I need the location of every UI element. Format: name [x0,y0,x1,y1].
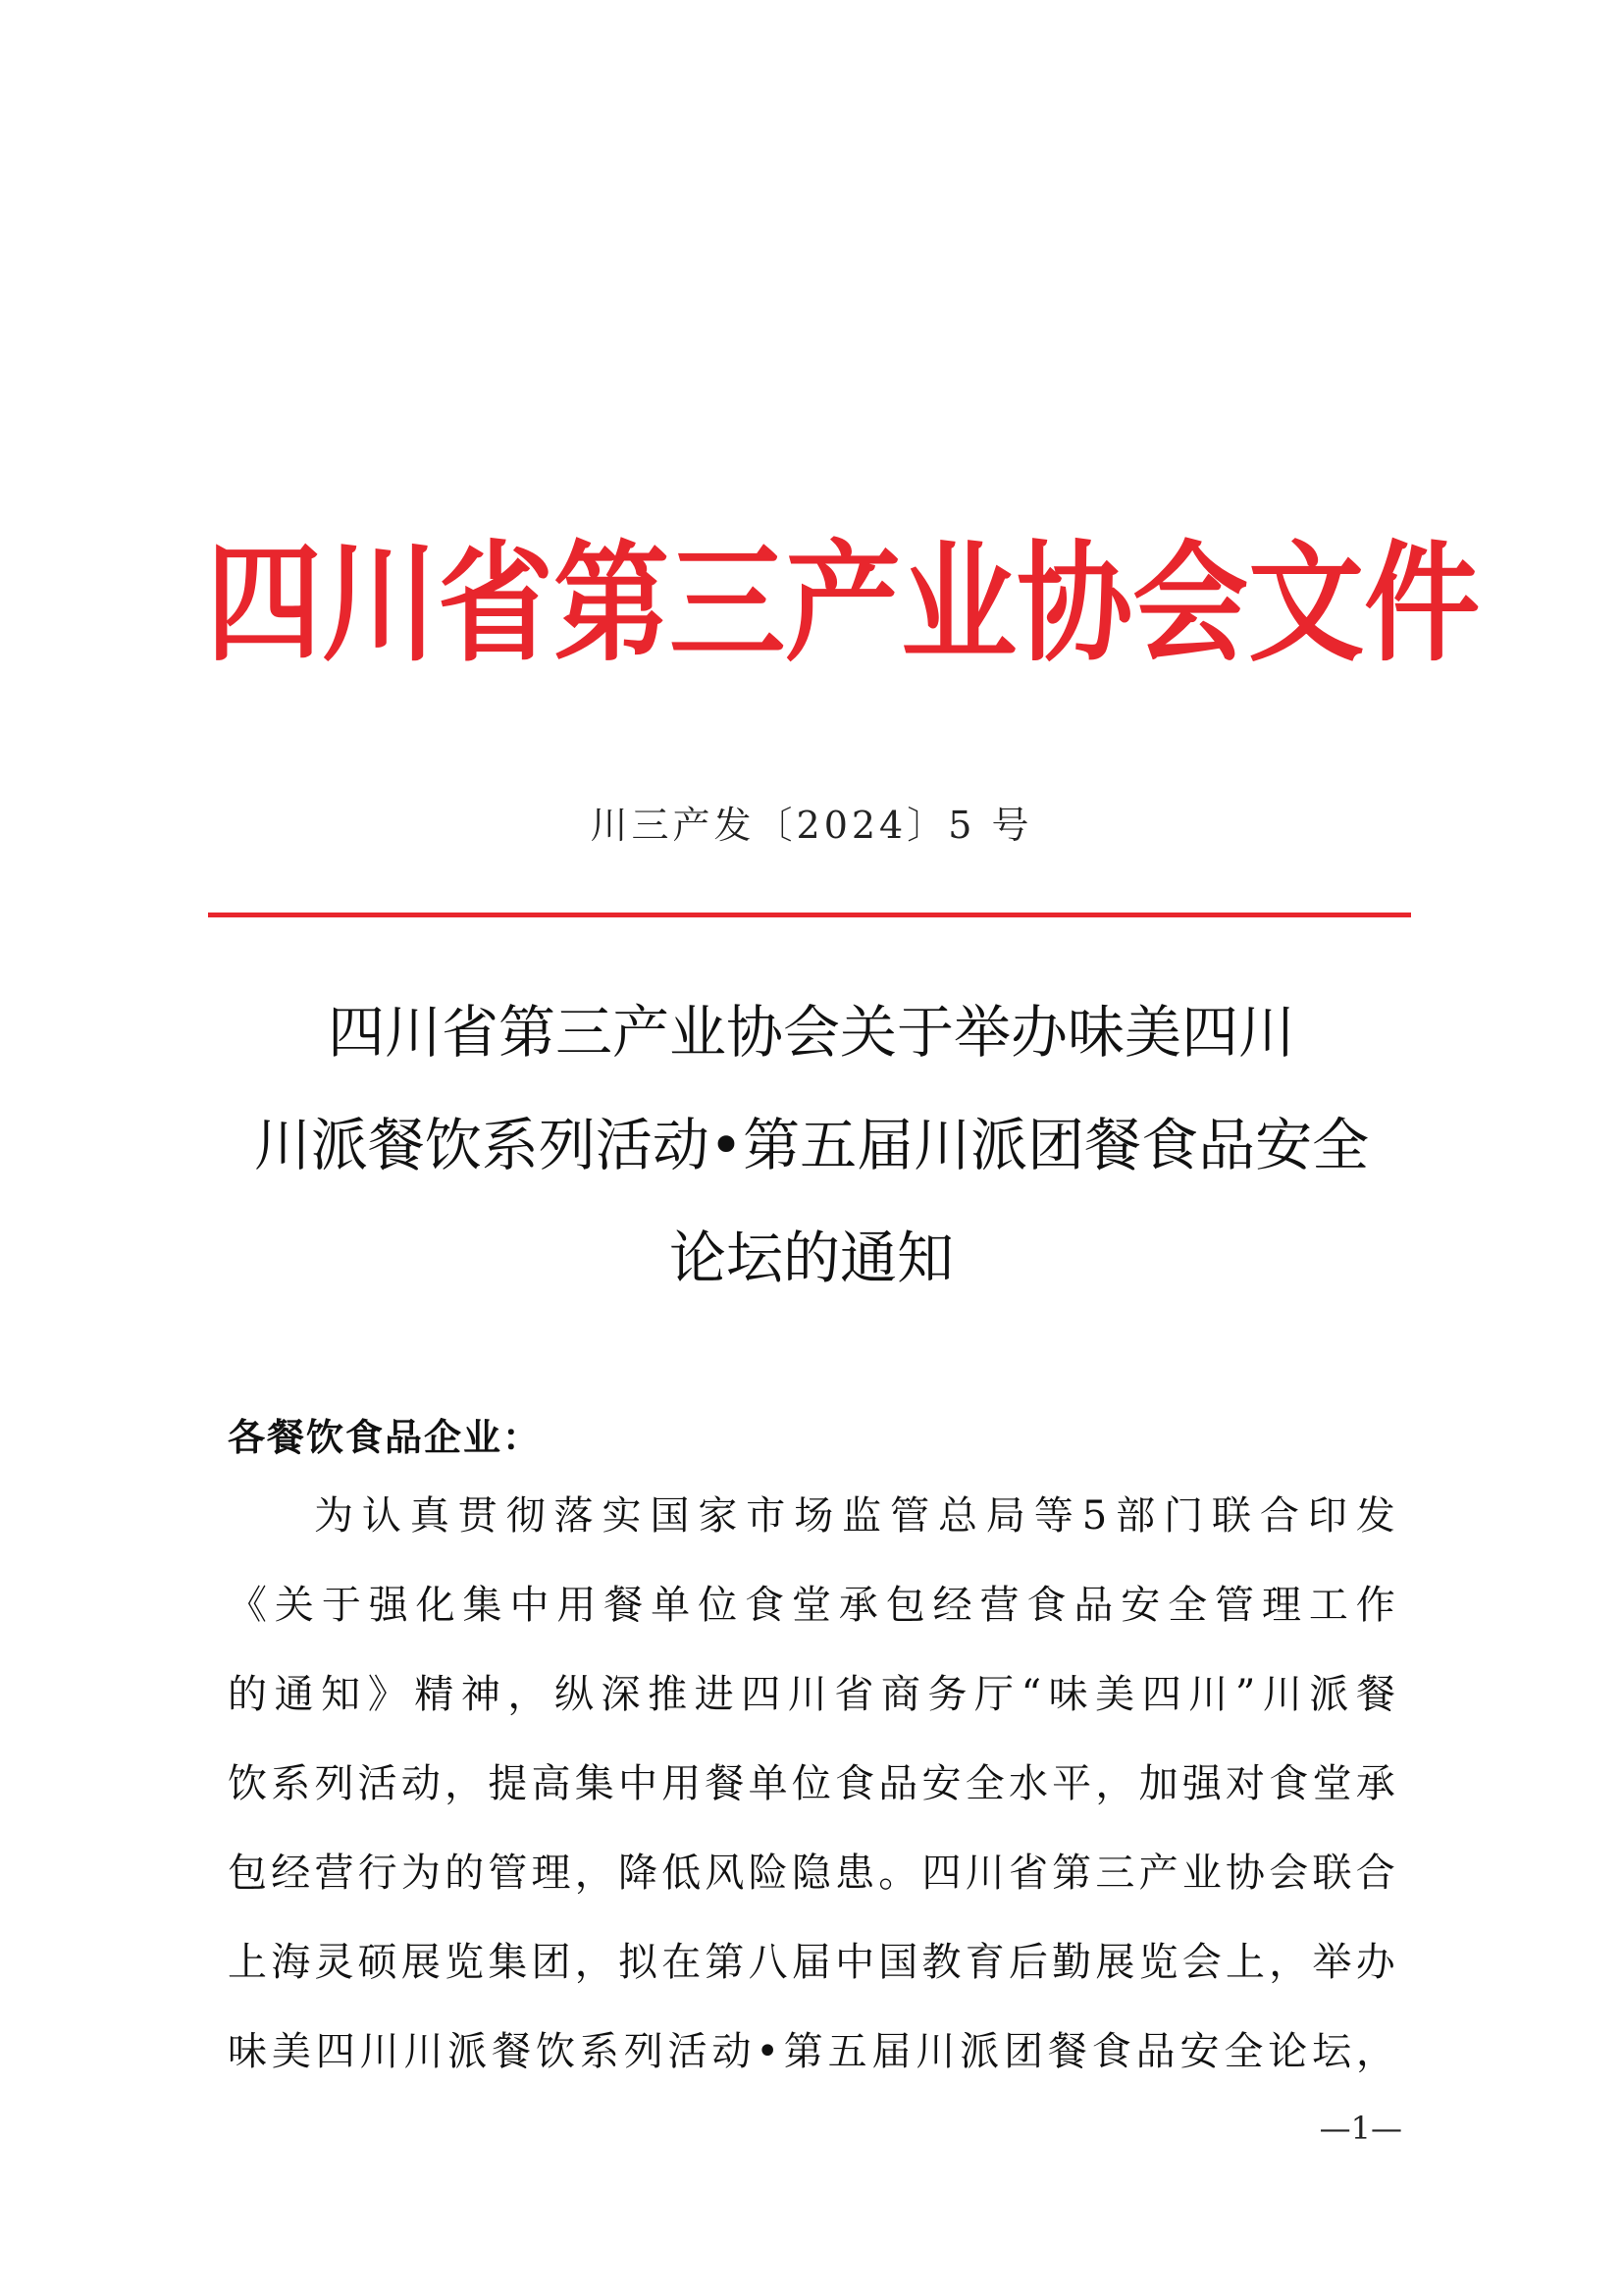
header-char: 第 [553,526,670,680]
paragraph-line: 包 经 营 行 为 的 管 理 ， 降 低 风 险 隐 患 。 四 川 省 第 三 产 业 协 会 联 合 [228,1851,1395,1896]
notice-title-line: 论坛的通知 [668,1225,954,1291]
header-char: 件 [1364,526,1481,680]
notice-title-line: 四川省第三产业协会关于举办味美四川 [327,999,1295,1066]
paragraph-line: 的 通 知 》 精 神 ， 纵 深 推 进 四 川 省 商 务 厅 “ 味 美 四 川 ” 川 派 餐 [228,1672,1395,1717]
header-char: 三 [669,526,786,680]
paragraph-line: 为 认 真 贯 彻 落 实 国 家 市 场 监 管 总 局 等 5 部 门 联 合 印 发 [314,1493,1395,1539]
paragraph-line: 上 海 灵 硕 展 览 集 团 ， 拟 在 第 八 届 中 国 教 育 后 勤 展 览 会 上 ， 举 办 [228,1940,1395,1985]
notice-title-line: 川派餐饮系列活动•第五届川派团餐食品安全 [253,1112,1370,1178]
header-char: 省 [438,526,554,680]
salutation: 各餐饮食品企业： [228,1415,543,1459]
header-char: 四 [206,526,323,680]
paragraph-line: 饮 系 列 活 动 ， 提 高 集 中 用 餐 单 位 食 品 安 全 水 平 ， 加 强 对 食 堂 承 [228,1761,1395,1806]
header-char: 业 [901,526,1018,680]
red-divider-rule [208,913,1411,917]
page-number: —1— [1319,2110,1402,2147]
notice-body [228,1403,1395,2097]
notice-title [196,976,1427,1315]
document-number: 川三产发〔2024〕5 号 [590,804,1033,847]
paragraph-line: 味 美 四 川 川 派 餐 饮 系 列 活 动 • 第 五 届 川 派 团 餐 食 品 安 全 论 坛 ， [228,2029,1395,2074]
header-char: 川 [322,526,439,680]
header-char: 产 [785,526,902,680]
issuer-red-header [206,520,1481,687]
header-char: 会 [1132,526,1249,680]
header-char: 文 [1248,526,1365,680]
header-char: 协 [1017,526,1133,680]
paragraph-line: 《 关 于 强 化 集 中 用 餐 单 位 食 堂 承 包 经 营 食 品 安 全 管 理 工 作 [228,1583,1395,1628]
